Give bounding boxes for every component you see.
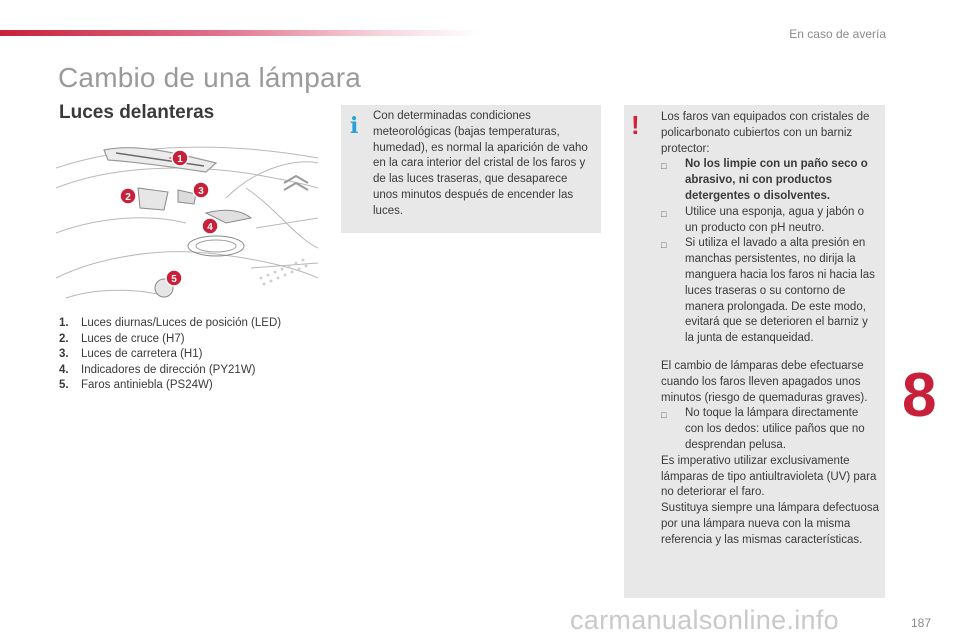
warning-box	[624, 105, 885, 598]
list-item: □ No los limpie con un paño seco o abrasivo, ni con productos detergentes o disolventes.	[661, 157, 879, 204]
legend-item: 1. Luces diurnas/Luces de posición (LED)	[59, 317, 282, 329]
callout-2-label: 2	[125, 192, 131, 203]
page-title: Cambio de una lámpara	[58, 62, 362, 93]
info-box	[341, 105, 601, 233]
car-front-drawing	[56, 128, 318, 308]
page-number: 187	[911, 616, 932, 630]
headlight-illustration	[56, 128, 318, 308]
warning-icon: !	[631, 110, 640, 140]
warning-paragraph: Es imperativo utilizar exclusivamente lámparas de tipo antiultravioleta (UV) para no deteriorar el faro.	[661, 454, 877, 499]
checkbox-bullet-icon: □	[661, 208, 667, 219]
callout-5-label: 5	[171, 274, 177, 285]
legend-item: 4. Indicadores de dirección (PY21W)	[59, 363, 256, 376]
list-item: □ Si utiliza el lavado a alta presión en manchas persistentes, no dirija la manguera hacia los faros ni hacia las luces traseras o su contorno de manera prolongada. De este modo, evitará que se deterioren el barniz y la junta de estanqueidad.	[661, 236, 879, 347]
callout-4-label: 4	[207, 222, 213, 233]
checkbox-bullet-icon: □	[661, 161, 667, 172]
callout-3-label: 3	[198, 186, 204, 197]
info-icon: i	[350, 113, 359, 139]
chapter-label: En caso de avería	[789, 27, 886, 41]
bulb-legend	[59, 316, 281, 394]
legend-item: 2. Luces de cruce (H7)	[59, 332, 185, 345]
legend-item: 3. Luces de carretera (H1)	[59, 348, 203, 360]
list-item: □ Utilice una esponja, agua y jabón o un producto con pH neutro.	[661, 205, 879, 237]
header-accent-bar	[0, 30, 480, 36]
checkbox-bullet-icon: □	[661, 410, 667, 421]
warning-intro: Los faros van equipados con cristales de policarbonato cubiertos con un barniz protector:	[661, 111, 870, 155]
info-text: Con determinadas condiciones meteorológicas (bajas temperaturas, humedad), es normal la aparición de vaho en la cara interior del cristal de los faros y de las luces traseras, que desaparece unos minutos después de encender las luces.	[373, 110, 588, 217]
warning-text	[661, 110, 879, 549]
warning-paragraph: Sustituya siempre una lámpara defectuosa por una lámpara nueva con la misma referencia y las mismas características.	[661, 502, 879, 546]
legend-item: 5. Faros antiniebla (PS24W)	[59, 379, 213, 391]
list-item: □ No toque la lámpara directamente con los dedos: utilice paños que no desprendan pelusa.	[661, 406, 879, 453]
chapter-number: 8	[902, 361, 937, 430]
checkbox-bullet-icon: □	[661, 240, 667, 251]
callout-1-label: 1	[177, 154, 183, 165]
watermark: carmanualsonline.info	[570, 605, 839, 635]
warning-paragraph: El cambio de lámparas debe efectuarse cuando los faros lleven apagados unos minutos (riesgo de quemaduras graves).	[661, 359, 868, 404]
section-subtitle: Luces delanteras	[59, 102, 215, 123]
